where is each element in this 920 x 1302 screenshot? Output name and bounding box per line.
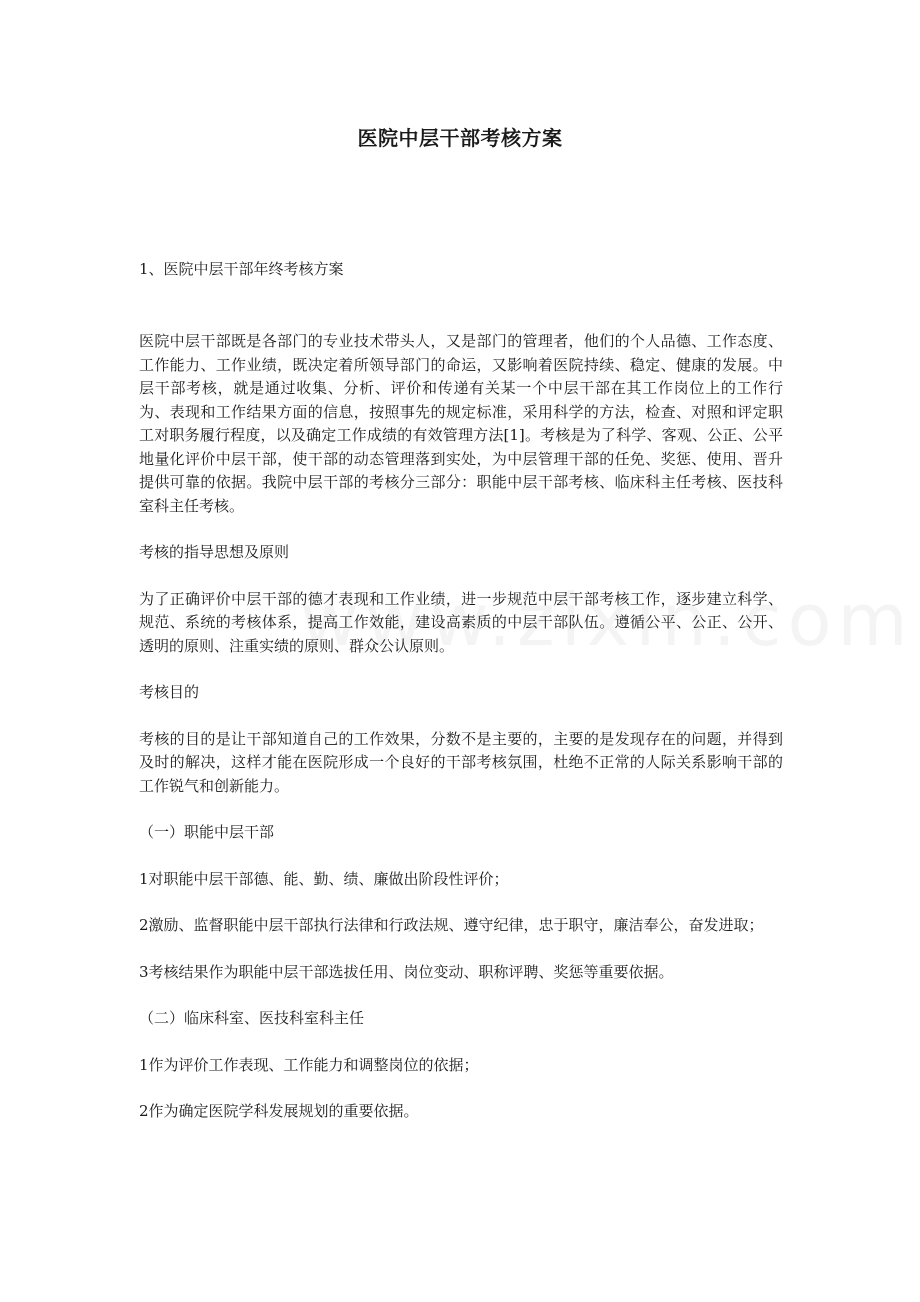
- subheading-functional-cadres: （一）职能中层干部: [139, 823, 275, 841]
- subheading-principles: 考核的指导思想及原则: [139, 543, 290, 561]
- list-item: 2激励、监督职能中层干部执行法律和行政法规、遵守纪律，忠于职守，廉洁奉公，奋发进取；: [139, 916, 764, 934]
- list-item: 1对职能中层干部德、能、勤、绩、廉做出阶段性评价；: [139, 869, 509, 888]
- section-heading: 1、医院中层干部年终考核方案: [139, 260, 344, 278]
- paragraph-purpose: 考核的目的是让干部知道自己的工作效果，分数不是主要的，主要的是发现存在的问题，并得到及时的解决，这样才能在医院形成一个良好的干部考核氛围，杜绝不正常的人际关系影响干部的工作锐气和创新能力。: [139, 729, 783, 795]
- list-item: 3考核结果作为职能中层干部选拔任用、岗位变动、职称评聘、奖惩等重要依据。: [139, 962, 674, 981]
- paragraph-principles: 为了正确评价中层干部的德才表现和工作业绩，进一步规范中层干部考核工作，逐步建立科学、规范、系统的考核体系，提高工作效能，建设高素质的中层干部队伍。遵循公平、公正、公开、透明的原则、注重实绩的原则、群众公认原则。: [139, 589, 783, 655]
- list-item: 1作为评价工作表现、工作能力和调整岗位的依据；: [139, 1055, 479, 1074]
- list-item: 2作为确定医院学科发展规划的重要依据。: [139, 1102, 419, 1120]
- subheading-purpose: 考核目的: [139, 683, 200, 701]
- paragraph-intro: 医院中层干部既是各部门的专业技术带头人，又是部门的管理者，他们的个人品德、工作态度、工作能力、工作业绩，既决定着所领导部门的命运，又影响着医院持续、稳定、健康的发展。中层干部考核，就是通过收集、分析、评价和传递有关某一个中层干部在其工作岗位上的工作行为、表现和工作结果方面的信息，按照事先的规定标准，采用科学的方法，检查、对照和评定职工对职务履行程度，以及确定工作成绩的有效管理方法[1]。考核是为了科学、客观、公正、公平地量化评价中层干部，使干部的动态管理落到实处，为中层管理干部的任免、奖惩、使用、晋升提供可靠的依据。我院中层干部的考核分三部分：职能中层干部考核、临床科主任考核、医技科室科主任考核。: [139, 332, 783, 515]
- document-title: 医院中层干部考核方案: [357, 126, 563, 150]
- document-body: [139, 330, 783, 1147]
- subheading-department-directors: （二）临床科室、医技科室科主任: [139, 1009, 365, 1027]
